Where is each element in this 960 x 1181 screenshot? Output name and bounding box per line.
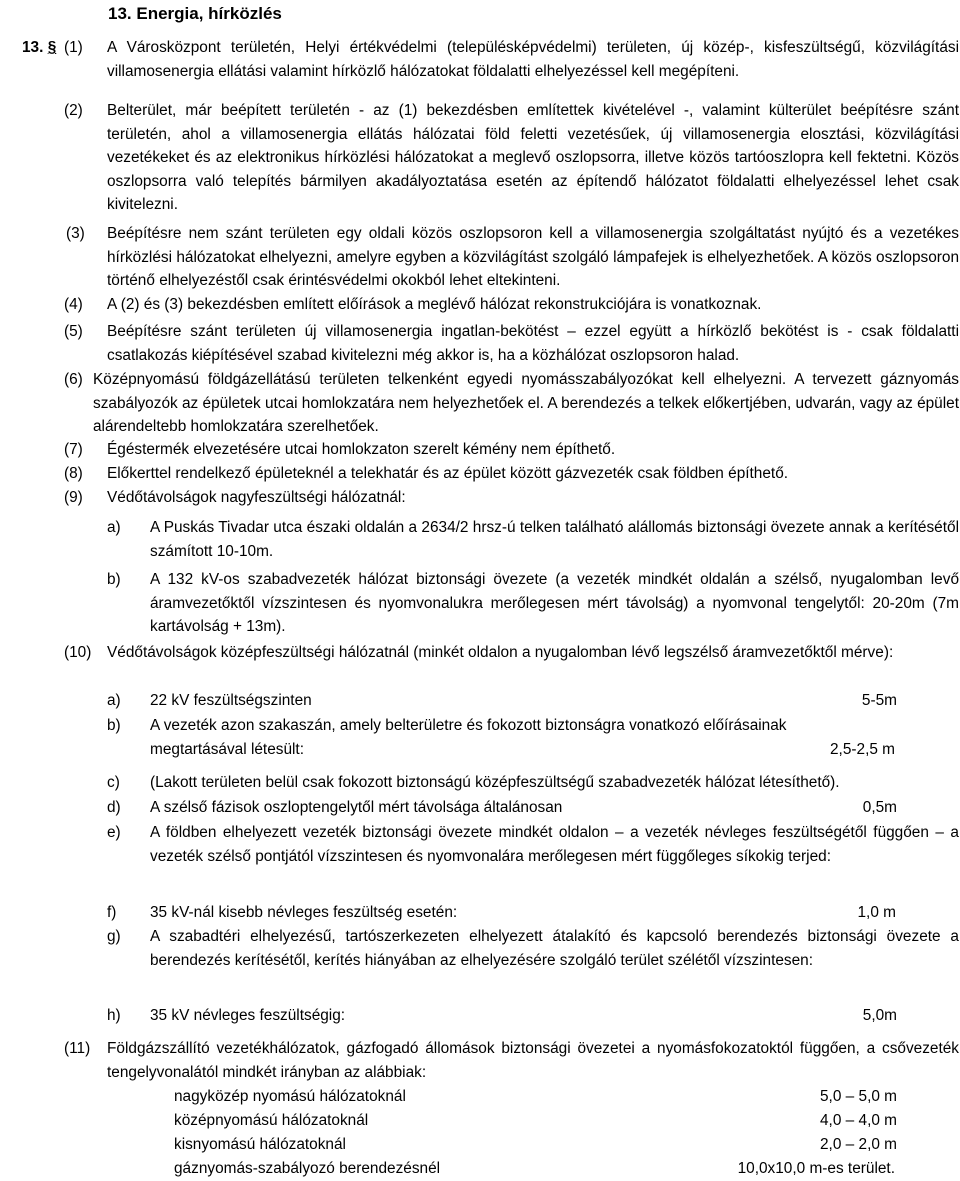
p4-text: A (2) és (3) bekezdésben említett előírások a meglévő hálózat rekonstrukciójára is vonatkoznak. — [107, 296, 762, 313]
p11-item-1 — [174, 1085, 897, 1109]
p9-item-b-text: A 132 kV-os szabadvezeték hálózat biztonsági övezete (a vezeték mindkét oldalán a szélső, nyugalomban levő áramvezetőktől vízszintesen és nyomvonalukra merőlegesen mért távolság) a nyomvonal tengelytől: 20-20m (7m kartávolság + 13m). — [150, 571, 959, 635]
p9-label: (9) — [64, 489, 83, 506]
p11-item-1-text: nagyközép nyomású hálózatoknál — [174, 1088, 406, 1105]
p5-label: (5) — [64, 323, 83, 340]
p10-item-b-label: b) — [107, 717, 121, 734]
p10-item-d-text: A szélső fázisok oszloptengelytől mért távolsága általánosan — [150, 799, 563, 816]
p7-label: (7) — [64, 441, 83, 458]
p10-item-f — [150, 901, 896, 925]
p11-item-2-value: 4,0 – 4,0 m — [820, 1112, 897, 1129]
p11-item-3-text: kisnyomású hálózatoknál — [174, 1136, 346, 1153]
p10-item-d-label: d) — [107, 799, 121, 816]
p11-text: Földgázszállító vezetékhálózatok, gázfogadó állomások biztonsági övezetei a nyomásfokozatoktól függően, a csővezeték tengelyvonalától mindkét irányban az alábbiak: — [107, 1040, 959, 1081]
p10-item-g-label: g) — [107, 928, 121, 945]
p10-item-h — [150, 1004, 897, 1028]
p5-text: Beépítésre szánt területen új villamosenergia ingatlan-bekötést – ezzel együtt a hírközlő bekötést is - csak földalatti csatlakozás kiépítésével szabad kivitelezni még akkor is, ha a közhálózat oszlopsoron halad. — [107, 323, 959, 364]
p10-item-e-text: A földben elhelyezett vezeték biztonsági övezete mindkét oldalon – a vezeték névleges feszültségétől függően – a vezeték szélső pontjától vízszintesen és nyomvonalára merőlegesen mért függőleges síkokig terjed: — [150, 824, 959, 865]
p9-item-a-label: a) — [107, 519, 121, 536]
p10-item-f-label: f) — [107, 904, 117, 921]
p6-label: (6) — [64, 371, 83, 388]
p10-item-c-label: c) — [107, 774, 120, 791]
p11-item-2-text: középnyomású hálózatoknál — [174, 1112, 369, 1129]
p10-item-h-label: h) — [107, 1007, 121, 1024]
p11-item-4-value: 10,0x10,0 m-es terület. — [737, 1160, 895, 1177]
page-title: 13. Energia, hírközlés — [108, 4, 282, 23]
p10-item-b-line1 — [150, 714, 897, 738]
p10-item-c-text: (Lakott területen belül csak fokozott biztonságú középfeszültségű szabadvezeték hálózat létesíthető). — [150, 774, 840, 791]
p8-label: (8) — [64, 465, 83, 482]
p3-label: (3) — [66, 225, 85, 242]
p7-text: Égéstermék elvezetésére utcai homlokzaton szerelt kémény nem építhető. — [107, 441, 616, 458]
p2-text: Belterület, már beépített területén - az (1) bekezdésben említettek kivételével -, valamint külterület beépítésre szánt területén, ahol a villamosenergia ellátás hálózatai föld feletti vezetésűek, új villamosenergia elosztási, közvilágítási vezetékeket és az elektronikus hírközlési hálózatokat a meglevő oszlopsorra, illetve közös tartóoszlopra kell fektetni. Közös oszlopsorra való telepítés bármilyen akadályoztatása esetén az építendő hálózatot földalatti elhelyezéssel lehet csak kivitelezni. — [107, 102, 959, 213]
p8-text: Előkerttel rendelkező épületeknél a telekhatár és az épület között gázvezeték csak földben építhető. — [107, 465, 789, 482]
p6-text: Középnyomású földgázellátású területen telkenként egyedi nyomásszabályozókat kell elhelyezni. A tervezett gáznyomás szabályozók az épületek utcai homlokzatára nem helyezhetőek el. A berendezés a telkek előkertjében, udvarán, vagy az épület alárendeltebb homlokzatára szerelhetőek. — [93, 371, 959, 435]
p10-item-a-value: 5-5m — [861, 692, 897, 709]
p10-item-b-text2: megtartásával létesült: — [150, 741, 304, 758]
p10-item-d — [150, 796, 897, 820]
p3-text: Beépítésre nem szánt területen egy oldali közös oszlopsoron kell a villamosenergia szolgáltatást nyújtó és a vezetékes hírközlési hálózatokat elhelyezni, amelyre egyben a közvilágítást szolgáló lámpafejek is elhelyezhetőek. A közös oszlopsoron történő elhelyezéstől csak érintésvédelmi okokból lehet eltekinteni. — [107, 225, 959, 289]
p10-item-e-label: e) — [107, 824, 121, 841]
p10-item-f-text: 35 kV-nál kisebb névleges feszültség esetén: — [150, 904, 458, 921]
p10-item-b-text: A vezeték azon szakaszán, amely belterületre és fokozott biztonságra vonatkozó előírásainak — [150, 717, 787, 734]
p9-item-b-label: b) — [107, 571, 121, 588]
p9-item-a-text: A Puskás Tivadar utca északi oldalán a 2634/2 hrsz-ú telken található alállomás biztonsági övezete annak a kerítésétől számított 10-10m. — [150, 519, 959, 560]
section-symbol: § — [47, 39, 57, 56]
p11-item-4-text: gáznyomás-szabályozó berendezésnél — [174, 1160, 441, 1177]
p11-item-4 — [174, 1157, 895, 1181]
p10-item-b-line2 — [150, 738, 895, 762]
p1-text: A Városközpont területén, Helyi értékvédelmi (településképvédelmi) területen, új közép-, kisfeszültségű, közvilágítási villamosenergia ellátási valamint hírközlő hálózatokat földalatti elhelyezéssel kell megépíteni. — [107, 39, 959, 80]
section-number-text: 13. — [22, 39, 44, 56]
p10-item-f-value: 1,0 m — [857, 904, 896, 921]
p10-item-h-value: 5,0m — [862, 1007, 897, 1024]
p11-label: (11) — [64, 1040, 91, 1057]
p10-item-a-text: 22 kV feszültségszinten — [150, 692, 312, 709]
p10-item-a — [150, 689, 897, 713]
p10-item-h-text: 35 kV névleges feszültségig: — [150, 1007, 346, 1024]
p10-item-b-value: 2,5-2,5 m — [829, 741, 895, 758]
p10-item-a-label: a) — [107, 692, 121, 709]
p4-label: (4) — [64, 296, 83, 313]
p11-item-3 — [174, 1133, 897, 1157]
p2-label: (2) — [64, 102, 83, 119]
section-number — [22, 36, 56, 60]
p10-text: Védőtávolságok középfeszültségi hálózatnál (minkét oldalon a nyugalomban lévő legszélső áramvezetőktől mérve): — [107, 644, 894, 661]
p11-item-2 — [174, 1109, 897, 1133]
p1-label: (1) — [64, 39, 83, 56]
p10-item-d-value: 0,5m — [862, 799, 897, 816]
p10-label: (10) — [64, 644, 92, 661]
p11-item-3-value: 2,0 – 2,0 m — [820, 1136, 897, 1153]
p10-item-g-text: A szabadtéri elhelyezésű, tartószerkezeten elhelyezett átalakító és kapcsoló berendezés biztonsági övezete a berendezés kerítésétől, kerítés hiányában az elhelyezésére szolgáló terület szélétől vízszintesen: — [150, 928, 959, 969]
p9-text: Védőtávolságok nagyfeszültségi hálózatnál: — [107, 489, 406, 506]
p11-item-1-value: 5,0 – 5,0 m — [820, 1088, 897, 1105]
